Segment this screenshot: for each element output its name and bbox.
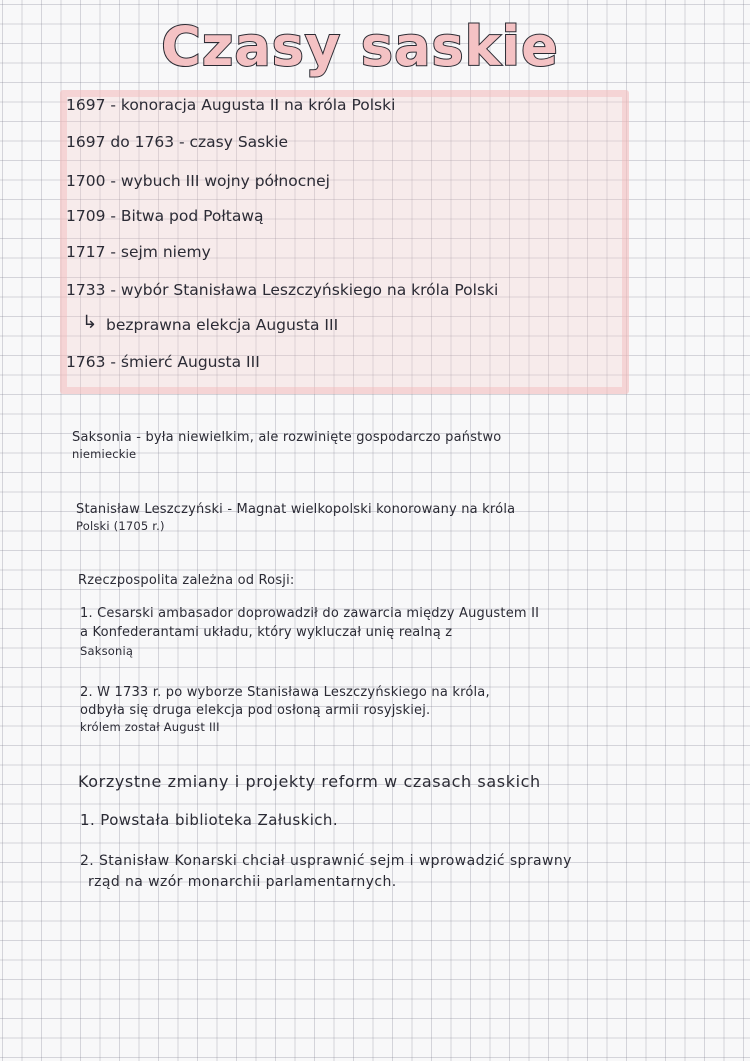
title-area [150, 12, 570, 92]
reform-item-2-line-2: rząd na wzór monarchii parlamentarnych. [88, 874, 397, 890]
timeline-subitem-illegal-election: bezprawna elekcja Augusta III [106, 316, 339, 334]
timeline-item-1717-silent-sejm: 1717 - sejm niemy [66, 243, 211, 261]
note-point-2-line-1: 2. W 1733 r. po wyborze Stanisława Leszczyńskiego na króla, [80, 685, 490, 700]
note-leszczynski-line-2: Polski (1705 r.) [76, 519, 165, 533]
timeline-item-1709-poltava: 1709 - Bitwa pod Połtawą [66, 207, 264, 225]
note-saksonia-line-2: niemieckie [72, 447, 137, 461]
reform-item-1: 1. Powstała biblioteka Załuskich. [80, 811, 338, 829]
note-point-1-line-3: Saksonią [80, 644, 134, 658]
timeline-item-1697-coronation: 1697 - konoracja Augusta II na króla Polski [66, 96, 396, 114]
note-saksonia-line-1: Saksonia - była niewielkim, ale rozwinięte gospodarczo państwo [72, 430, 502, 445]
note-rzeczpospolita-heading: Rzeczpospolita zależna od Rosji: [78, 573, 295, 588]
note-point-1-line-2: a Konfederantami układu, który wykluczał unię realną z [80, 625, 453, 640]
note-point-2-line-3: królem został August III [80, 720, 220, 734]
reforms-heading: Korzystne zmiany i projekty reform w czasach saskich [78, 772, 541, 791]
timeline-item-saxon-era: 1697 do 1763 - czasy Saskie [66, 133, 289, 151]
timeline-item-1763-death: 1763 - śmierć Augusta III [66, 353, 260, 371]
page-title: Czasy saskie [161, 15, 559, 78]
note-point-1-line-1: 1. Cesarski ambasador doprowadził do zawarcia między Augustem II [80, 606, 540, 621]
reform-item-2-line-1: 2. Stanisław Konarski chciał usprawnić sejm i wprowadzić sprawny [80, 853, 572, 869]
timeline-item-1700-war: 1700 - wybuch III wojny północnej [66, 172, 330, 190]
timeline-item-1733-election: 1733 - wybór Stanisława Leszczyńskiego na króla Polski [66, 281, 499, 299]
note-leszczynski-line-1: Stanisław Leszczyński - Magnat wielkopolski konorowany na króla [76, 502, 516, 517]
arrow-icon: ↳ [82, 312, 98, 333]
note-point-2-line-2: odbyła się druga elekcja pod osłoną armii rosyjskiej. [80, 703, 431, 718]
